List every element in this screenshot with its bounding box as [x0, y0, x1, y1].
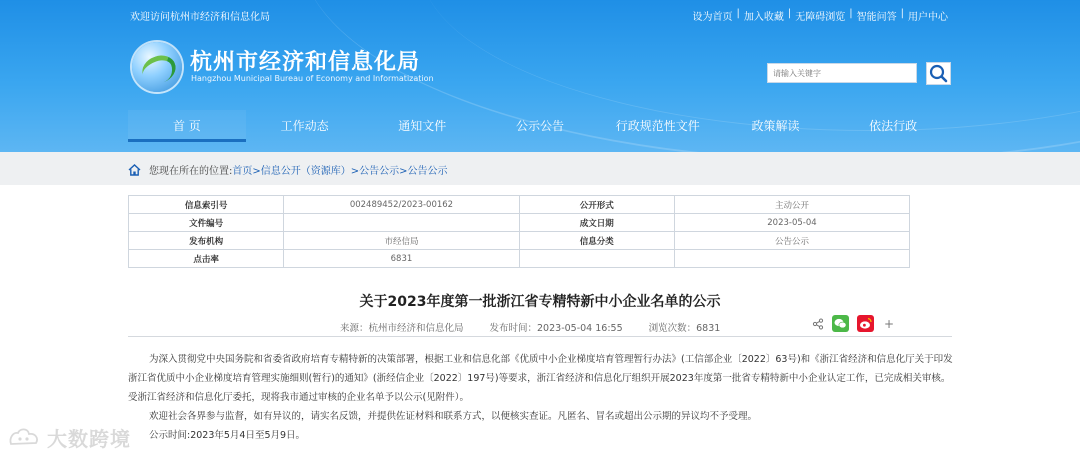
article-publish-time: 发布时间：2023-05-04 16:55	[489, 323, 623, 334]
breadcrumb	[128, 162, 448, 177]
meta-label: 公开形式	[519, 196, 674, 214]
add-favorite-link[interactable]: 加入收藏	[743, 12, 784, 23]
table-row	[129, 196, 910, 214]
search-icon	[927, 63, 950, 84]
breadcrumb-prefix: 您现在所在的位置:	[149, 166, 233, 177]
weibo-icon[interactable]	[857, 315, 874, 332]
home-icon	[128, 164, 141, 176]
site-title[interactable]: 杭州市经济和信息化局	[190, 50, 421, 75]
watermark	[8, 423, 131, 452]
table-row	[129, 214, 910, 232]
meta-label: 成文日期	[519, 214, 674, 232]
table-row	[129, 232, 910, 250]
search-button[interactable]	[926, 62, 951, 85]
breadcrumb-announcements[interactable]: 公告公示>	[359, 166, 408, 177]
article-source: 来源：杭州市经济和信息化局	[340, 323, 464, 334]
site-header	[0, 0, 1080, 152]
meta-label: 信息索引号	[129, 196, 284, 214]
user-center-link[interactable]: 用户中心	[908, 12, 948, 23]
nav-normative-docs[interactable]: 行政规范性文件	[615, 119, 700, 133]
article-paragraph: 为深入贯彻党中央国务院和省委省政府培育专精特新的决策部署，根据工业和信息化部《优质中小企业梯度培育管理暂行办法》(工信部企业〔2022〕63号)和《浙江省经济和信息化厅关于印发浙江省优质中小企业梯度培育管理实施细则(暂行)的通知》(浙经信企业〔2022〕197号)等要求，浙江省经济和信息化厅组织开展2023年度第一批省专精特新中小企业认定工作，已完成相关审核。受浙江省经济和信息化厅委托，现将我市通过审核的企业名单予以公示(见附件）。	[128, 354, 953, 403]
breadcrumb-announcements-current[interactable]: 公告公示	[407, 166, 448, 177]
article-body	[128, 350, 956, 445]
watermark-text: 大数跨境	[47, 427, 131, 451]
top-links: 设为首页 | 加入收藏 | 无障碍浏览 | 智能问答 | 用户中心	[692, 8, 948, 23]
breadcrumb-info-public[interactable]: 信息公开（资源库）>	[260, 166, 360, 177]
nav-law-administration[interactable]: 依法行政	[869, 119, 918, 133]
smart-qa-link[interactable]: 智能问答	[856, 12, 897, 23]
accessibility-link[interactable]: 无障碍浏览	[795, 12, 846, 23]
nav-notices[interactable]: 通知文件	[398, 119, 447, 133]
meta-label: 发布机构	[129, 232, 284, 250]
meta-value	[674, 250, 909, 268]
nav-announcements[interactable]: 公示公告	[516, 119, 565, 133]
share-bar	[812, 315, 894, 332]
share-icon[interactable]	[812, 318, 824, 330]
article-paragraph: 欢迎社会各界参与监督，如有异议的，请实名反馈，并提供佐证材料和联系方式，以便核实查证。凡匿名、冒名或超出公示期的异议均不予受理。	[149, 411, 758, 422]
nav-home[interactable]: 首 页	[128, 110, 246, 142]
wechat-icon[interactable]	[832, 315, 849, 332]
meta-label	[519, 250, 674, 268]
meta-value: 主动公开	[674, 196, 909, 214]
main-nav	[128, 110, 952, 142]
breadcrumb-home[interactable]: 首页>	[232, 166, 261, 177]
nav-work-news[interactable]: 工作动态	[280, 119, 329, 133]
breadcrumb-bar	[0, 152, 1080, 185]
set-homepage-link[interactable]: 设为首页	[692, 12, 733, 23]
divider	[128, 336, 952, 337]
meta-label: 点击率	[129, 250, 284, 268]
article-paragraph: 公示时间:2023年5月4日至5月9日。	[149, 430, 306, 441]
meta-value	[284, 214, 519, 232]
city-emblem-icon[interactable]	[132, 42, 182, 92]
site-subtitle: Hangzhou Municipal Bureau of Economy and Informatization	[191, 74, 434, 83]
article-meta	[340, 320, 720, 334]
watermark-logo-icon	[8, 426, 42, 450]
info-meta-table	[128, 195, 910, 268]
meta-value: 市经信局	[284, 232, 519, 250]
nav-policy-interpretation[interactable]: 政策解读	[751, 119, 800, 133]
search-input[interactable]	[767, 63, 917, 83]
meta-value: 公告公示	[674, 232, 909, 250]
meta-value: 2023-05-04	[674, 214, 909, 232]
share-more-button[interactable]: +	[884, 316, 895, 331]
meta-label: 文件编号	[129, 214, 284, 232]
meta-value: 6831	[284, 250, 519, 268]
meta-label: 信息分类	[519, 232, 674, 250]
table-row	[129, 250, 910, 268]
article-title: 关于2023年度第一批浙江省专精特新中小企业名单的公示	[359, 294, 721, 310]
meta-value: 002489452/2023-00162	[284, 196, 519, 214]
welcome-text: 欢迎访问杭州市经济和信息化局	[130, 12, 270, 23]
article-view-count: 浏览次数：6831	[648, 323, 721, 334]
